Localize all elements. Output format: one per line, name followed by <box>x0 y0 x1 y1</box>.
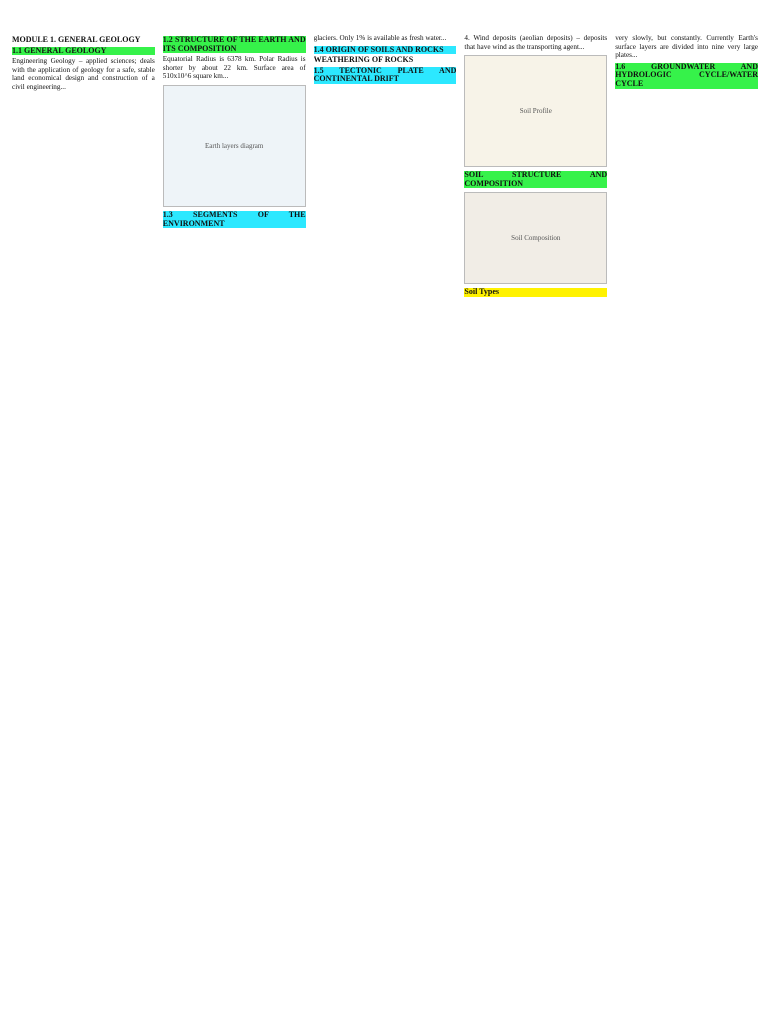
section-heading: 1.4 ORIGIN OF SOILS AND ROCKS <box>314 46 457 55</box>
section-heading: Soil Types <box>464 288 607 297</box>
section-heading: 1.2 STRUCTURE OF THE EARTH AND ITS COMPOSITION <box>162 35 306 53</box>
module-title: MODULE 1. GENERAL GEOLOGY <box>12 35 141 44</box>
section-heading: 1.5 TECTONIC PLATE AND CONTINENTAL DRIFT <box>313 65 457 84</box>
column-5 <box>615 34 758 1024</box>
column-3 <box>314 34 457 1024</box>
section-subheading: WEATHERING OF ROCKS <box>313 55 414 65</box>
section-heading: 1.6 GROUNDWATER AND HYDROLOGIC CYCLE/WATER CYCLE <box>615 61 758 88</box>
body-text: Equatorial Radius is 6378 km. Polar Radius is shorter by about 22 km. Surface area of 510x10^6 square km... <box>162 55 306 81</box>
body-text: very slowly, but constantly. Currently Earth's surface layers are divided into nine very large plates... <box>615 34 758 60</box>
column-4 <box>464 34 607 1024</box>
column-1 <box>12 34 155 1024</box>
earth-layers-figure: Earth layers diagram <box>163 85 306 207</box>
body-text: glaciers. Only 1% is available as fresh water... <box>313 34 447 42</box>
section-heading: SOIL STRUCTURE AND COMPOSITION <box>464 170 608 188</box>
soil-profile-figure: Soil Profile <box>464 55 607 167</box>
column-2 <box>163 34 306 1024</box>
soil-composition-figure: Soil Composition <box>464 192 607 284</box>
body-text: Engineering Geology – applied sciences; deals with the application of geology for a safe, stable land economical design and construction of a civil engineering... <box>12 57 155 91</box>
section-heading: 1.3 SEGMENTS OF THE ENVIRONMENT <box>162 209 306 228</box>
body-text: 4. Wind deposits (aeolian deposits) – deposits that have wind as the transporting agent... <box>464 34 608 51</box>
section-heading: 1.1 GENERAL GEOLOGY <box>12 47 155 56</box>
